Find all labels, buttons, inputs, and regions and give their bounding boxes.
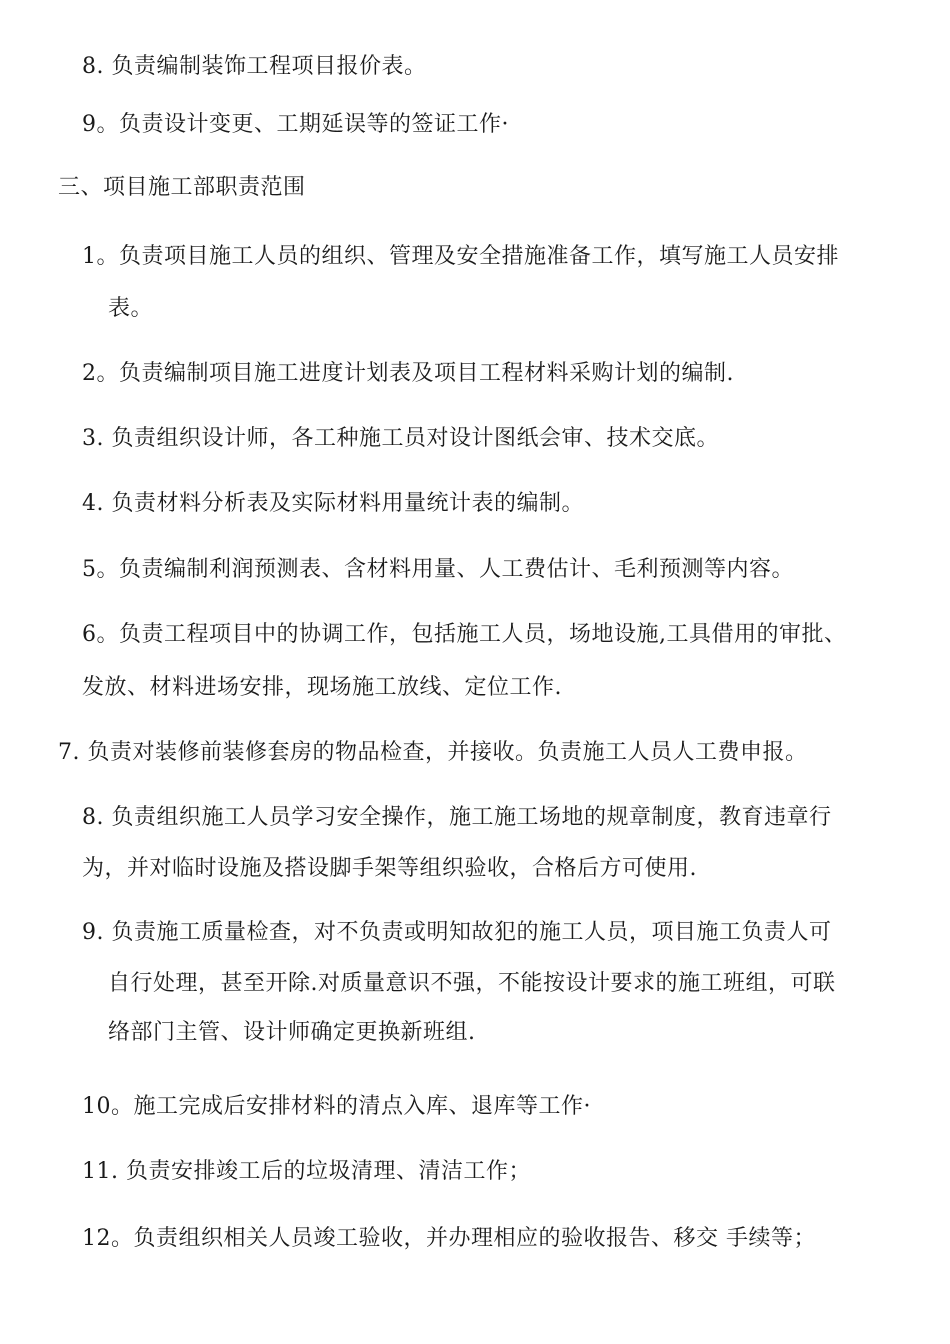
duty-3: 3. 负责组织设计师，各工种施工员对设计图纸会审、技术交底。: [82, 426, 719, 451]
duty-10: 10。施工完成后安排材料的清点入库、退库等工作·: [82, 1094, 591, 1119]
duty-1-line-1: 1。负责项目施工人员的组织、管理及安全措施准备工作，填写施工人员安排: [82, 244, 839, 269]
duty-9-line-1: 9. 负责施工质量检查，对不负责或明知故犯的施工人员，项目施工负责人可: [82, 920, 832, 945]
duty-9-line-3: 络部门主管、设计师确定更换新班组.: [108, 1020, 476, 1045]
duty-1-line-2: 表。: [108, 296, 154, 321]
duty-4: 4. 负责材料分析表及实际材料用量统计表的编制。: [82, 491, 584, 516]
list-item-9-top: 9。负责设计变更、工期延误等的签证工作·: [82, 112, 509, 137]
duty-6-line-2: 发放、材料进场安排，现场施工放线、定位工作.: [82, 675, 562, 700]
section-heading: 三、项目施工部职责范围: [58, 175, 306, 200]
duty-11: 11. 负责安排竣工后的垃圾清理、清洁工作；: [82, 1159, 531, 1184]
duty-8-line-2: 为，并对临时设施及搭设脚手架等组织验收，合格后方可使用.: [82, 856, 697, 881]
duty-9-line-2: 自行处理，甚至开除.对质量意识不强，不能按设计要求的施工班组，可联: [108, 971, 836, 996]
duty-12: 12。负责组织相关人员竣工验收，并办理相应的验收报告、移交 手续等；: [82, 1226, 816, 1251]
duty-8-line-1: 8. 负责组织施工人员学习安全操作，施工施工场地的规章制度，教育违章行: [82, 805, 832, 830]
duty-6-line-1: 6。负责工程项目中的协调工作，包括施工人员，场地设施,工具借用的审批、: [82, 622, 847, 647]
list-item-8-top: 8. 负责编制装饰工程项目报价表。: [82, 54, 427, 79]
duty-7: 7. 负责对装修前装修套房的物品检查，并接收。负责施工人员人工费申报。: [58, 740, 808, 765]
duty-5: 5。负责编制利润预测表、含材料用量、人工费估计、毛利预测等内容。: [82, 557, 794, 582]
duty-2: 2。负责编制项目施工进度计划表及项目工程材料采购计划的编制.: [82, 361, 734, 386]
